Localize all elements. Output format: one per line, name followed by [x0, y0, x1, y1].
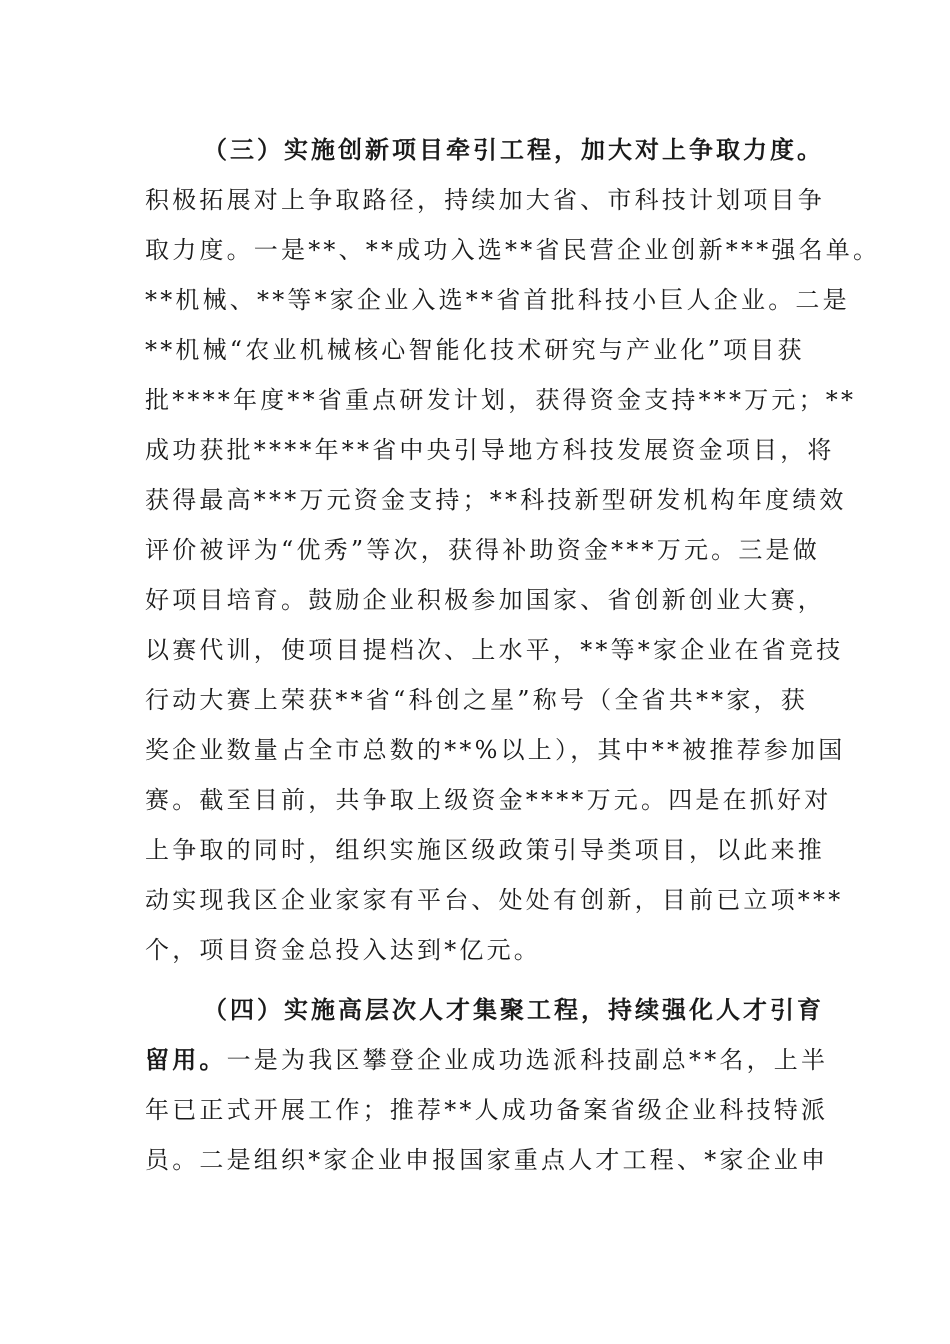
section-3-line: 好项目培育。鼓励企业积极参加国家、省创新创业大赛，	[145, 586, 825, 614]
section-3-line: **机械“农业机械核心智能化技术研究与产业化”项目获	[145, 336, 805, 364]
section-3-line: **机械、**等*家企业入选**省首批科技小巨人企业。二是	[145, 286, 850, 314]
section-3-line: 奖企业数量占全市总数的**%以上），其中**被推荐参加国	[145, 736, 846, 764]
section-3-line: 上争取的同时，组织实施区级政策引导类项目，以此来推	[145, 836, 825, 864]
section-3-line: 评价被评为“优秀”等次，获得补助资金***万元。三是做	[145, 536, 820, 564]
section-4-heading-end: 留用。	[145, 1046, 227, 1074]
section-4-heading: （四）实施高层次人才集聚工程，持续强化人才引育	[203, 996, 824, 1024]
section-3-line: 批****年度**省重点研发计划，获得资金支持***万元；**	[145, 386, 857, 414]
section-3-line: 以赛代训，使项目提档次、上水平，**等*家企业在省竞技	[145, 636, 844, 664]
section-3-heading: （三）实施创新项目牵引工程，加大对上争取力度。	[203, 136, 824, 164]
section-3-line: 个，项目资金总投入达到*亿元。	[145, 936, 541, 964]
section-3-line: 获得最高***万元资金支持；**科技新型研发机构年度绩效	[145, 486, 847, 514]
section-3-line: 行动大赛上荣获**省“科创之星”称号（全省共**家，获	[145, 686, 808, 714]
section-4-line: 年已正式开展工作；推荐**人成功备案省级企业科技特派	[145, 1096, 829, 1124]
section-4-line: 员。二是组织*家企业申报国家重点人才工程、*家企业申	[145, 1146, 829, 1174]
section-3-line: 成功获批****年**省中央引导地方科技发展资金项目，将	[145, 436, 835, 464]
section-3-line: 积极拓展对上争取路径，持续加大省、市科技计划项目争	[145, 186, 825, 214]
section-3-line: 取力度。一是**、**成功入选**省民营企业创新***强名单。	[145, 236, 881, 264]
section-3-line: 赛。截至目前，共争取上级资金****万元。四是在抓好对	[145, 786, 832, 814]
section-3-line: 动实现我区企业家家有平台、处处有创新，目前已立项***	[145, 886, 844, 914]
section-4-line-text: 一是为我区攀登企业成功选派科技副总**名，上半	[226, 1046, 829, 1074]
section-4-first-line	[145, 1040, 828, 1080]
